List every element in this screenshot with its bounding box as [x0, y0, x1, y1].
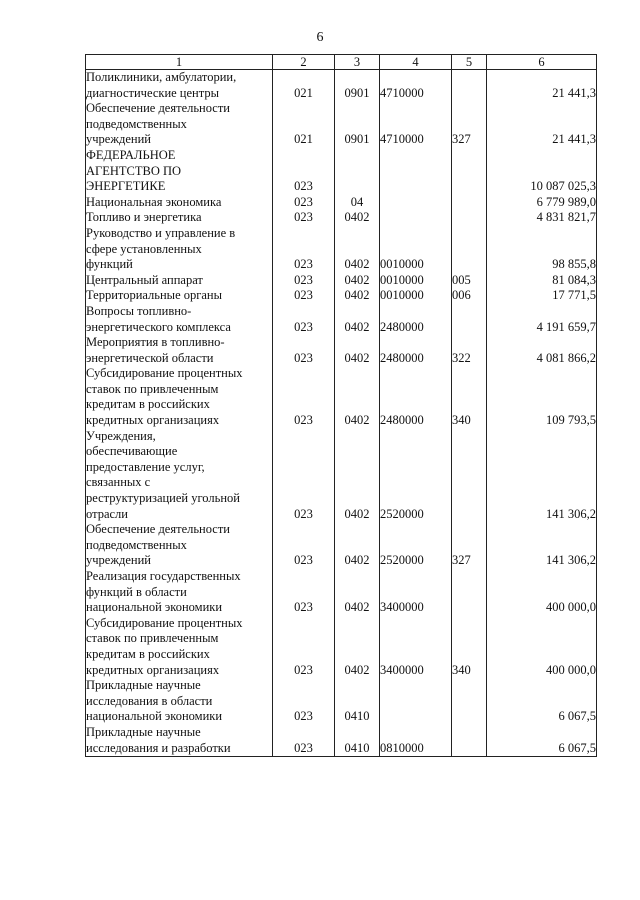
- amount-cell: 400 000,0: [487, 569, 597, 616]
- amount-cell: 400 000,0: [487, 616, 597, 678]
- row-name-cell: [86, 522, 273, 569]
- department-code-cell: 021: [273, 70, 335, 102]
- target-item-code-cell: 4710000: [380, 101, 452, 148]
- section-code-cell: 0402: [335, 226, 380, 273]
- amount-cell: 141 306,2: [487, 522, 597, 569]
- row-name-line: исследования и разработки: [86, 740, 231, 755]
- section-code-cell: [335, 148, 380, 195]
- row-name-line: подведомственных: [86, 537, 187, 552]
- row-name-line: ФЕДЕРАЛЬНОЕ: [86, 147, 176, 162]
- section-code-cell: 0410: [335, 678, 380, 725]
- amount-cell: 6 067,5: [487, 678, 597, 725]
- expense-type-code-cell: 340: [452, 366, 487, 428]
- expense-type-code-cell: [452, 195, 487, 211]
- department-code-cell: 023: [273, 288, 335, 304]
- row-name-line: национальной экономики: [86, 600, 223, 615]
- row-name-line: диагностические центры: [86, 85, 219, 100]
- target-item-code-cell: [380, 678, 452, 725]
- table-row: [86, 148, 597, 195]
- column-header: 6: [487, 55, 597, 70]
- row-name-line: Обеспечение деятельности: [86, 522, 231, 537]
- row-name-line: Мероприятия в топливно-: [86, 335, 225, 350]
- target-item-code-cell: 3400000: [380, 569, 452, 616]
- department-code-cell: 023: [273, 522, 335, 569]
- table-row: [86, 101, 597, 148]
- amount-cell: 98 855,8: [487, 226, 597, 273]
- row-name-cell: [86, 101, 273, 148]
- column-header: 5: [452, 55, 487, 70]
- row-name-cell: [86, 70, 273, 102]
- row-name-line: отрасли: [86, 506, 128, 521]
- table-body: [86, 70, 597, 757]
- row-name-line: Территориальные органы: [86, 288, 223, 303]
- table-row: [86, 70, 597, 102]
- amount-cell: 4 831 821,7: [487, 210, 597, 226]
- row-name-line: Национальная экономика: [86, 194, 222, 209]
- row-name-cell: [86, 148, 273, 195]
- section-code-cell: 0410: [335, 725, 380, 757]
- target-item-code-cell: 2520000: [380, 522, 452, 569]
- column-header: 2: [273, 55, 335, 70]
- target-item-code-cell: [380, 148, 452, 195]
- row-name-cell: [86, 725, 273, 757]
- section-code-cell: 0402: [335, 288, 380, 304]
- row-name-line: Вопросы топливно-: [86, 303, 192, 318]
- row-name-line: функций в области: [86, 584, 187, 599]
- section-code-cell: 0402: [335, 522, 380, 569]
- amount-cell: 17 771,5: [487, 288, 597, 304]
- row-name-line: Центральный аппарат: [86, 272, 203, 287]
- table-row: [86, 569, 597, 616]
- department-code-cell: 023: [273, 148, 335, 195]
- row-name-cell: [86, 210, 273, 226]
- table-row: [86, 273, 597, 289]
- row-name-line: кредитных организациях: [86, 662, 220, 677]
- section-code-cell: 0901: [335, 70, 380, 102]
- row-name-cell: [86, 366, 273, 428]
- target-item-code-cell: 0010000: [380, 273, 452, 289]
- row-name-cell: [86, 288, 273, 304]
- department-code-cell: 023: [273, 678, 335, 725]
- target-item-code-cell: 2480000: [380, 366, 452, 428]
- section-code-cell: 0402: [335, 304, 380, 335]
- target-item-code-cell: 3400000: [380, 616, 452, 678]
- department-code-cell: 023: [273, 304, 335, 335]
- amount-cell: 6 067,5: [487, 725, 597, 757]
- expense-type-code-cell: [452, 70, 487, 102]
- row-name-line: Учреждения,: [86, 428, 156, 443]
- row-name-line: Обеспечение деятельности: [86, 101, 231, 116]
- row-name-line: АГЕНТСТВО ПО: [86, 163, 182, 178]
- department-code-cell: 023: [273, 210, 335, 226]
- table-row: [86, 304, 597, 335]
- amount-cell: 6 779 989,0: [487, 195, 597, 211]
- row-name-line: Прикладные научные: [86, 678, 201, 693]
- row-name-cell: [86, 226, 273, 273]
- target-item-code-cell: 2480000: [380, 304, 452, 335]
- row-name-line: энергетической области: [86, 350, 214, 365]
- expense-type-code-cell: [452, 569, 487, 616]
- expense-type-code-cell: 327: [452, 101, 487, 148]
- row-name-line: Поликлиники, амбулатории,: [86, 70, 237, 84]
- department-code-cell: 023: [273, 273, 335, 289]
- amount-cell: 109 793,5: [487, 366, 597, 428]
- department-code-cell: 023: [273, 429, 335, 523]
- target-item-code-cell: 4710000: [380, 70, 452, 102]
- column-header: 3: [335, 55, 380, 70]
- section-code-cell: 0402: [335, 273, 380, 289]
- amount-cell: 10 087 025,3: [487, 148, 597, 195]
- row-name-line: учреждений: [86, 132, 151, 147]
- target-item-code-cell: 0010000: [380, 226, 452, 273]
- department-code-cell: 023: [273, 226, 335, 273]
- row-name-line: кредитам в российских: [86, 397, 210, 412]
- row-name-line: ставок по привлеченным: [86, 631, 219, 646]
- row-name-line: Руководство и управление в: [86, 225, 236, 240]
- target-item-code-cell: [380, 210, 452, 226]
- table-row: [86, 288, 597, 304]
- row-name-cell: [86, 429, 273, 523]
- section-code-cell: 0402: [335, 616, 380, 678]
- table-row: [86, 678, 597, 725]
- row-name-line: национальной экономики: [86, 709, 223, 724]
- table-row: [86, 522, 597, 569]
- section-code-cell: 0901: [335, 101, 380, 148]
- section-code-cell: 0402: [335, 366, 380, 428]
- amount-cell: 141 306,2: [487, 429, 597, 523]
- row-name-line: реструктуризацией угольной: [86, 491, 240, 506]
- table-row: [86, 725, 597, 757]
- target-item-code-cell: [380, 195, 452, 211]
- expense-type-code-cell: [452, 226, 487, 273]
- row-name-line: связанных с: [86, 475, 151, 490]
- row-name-line: энергетического комплекса: [86, 319, 231, 334]
- row-name-cell: [86, 569, 273, 616]
- row-name-line: ЭНЕРГЕТИКЕ: [86, 179, 166, 194]
- table-row: [86, 226, 597, 273]
- column-header: 1: [86, 55, 273, 70]
- department-code-cell: 023: [273, 366, 335, 428]
- budget-table: [85, 54, 597, 757]
- expense-type-code-cell: [452, 304, 487, 335]
- row-name-line: Субсидирование процентных: [86, 366, 243, 381]
- row-name-cell: [86, 304, 273, 335]
- row-name-line: функций: [86, 257, 133, 272]
- department-code-cell: 023: [273, 569, 335, 616]
- column-header: 4: [380, 55, 452, 70]
- table-row: [86, 195, 597, 211]
- row-name-cell: [86, 273, 273, 289]
- department-code-cell: 023: [273, 335, 335, 366]
- row-name-line: учреждений: [86, 553, 151, 568]
- expense-type-code-cell: 005: [452, 273, 487, 289]
- row-name-line: Субсидирование процентных: [86, 615, 243, 630]
- row-name-cell: [86, 678, 273, 725]
- row-name-cell: [86, 335, 273, 366]
- department-code-cell: 021: [273, 101, 335, 148]
- expense-type-code-cell: [452, 725, 487, 757]
- amount-cell: 4 191 659,7: [487, 304, 597, 335]
- department-code-cell: 023: [273, 616, 335, 678]
- section-code-cell: 0402: [335, 429, 380, 523]
- row-name-line: Реализация государственных: [86, 569, 241, 583]
- section-code-cell: 0402: [335, 569, 380, 616]
- table-row: [86, 366, 597, 428]
- amount-cell: 4 081 866,2: [487, 335, 597, 366]
- section-code-cell: 0402: [335, 210, 380, 226]
- department-code-cell: 023: [273, 725, 335, 757]
- amount-cell: 81 084,3: [487, 273, 597, 289]
- expense-type-code-cell: 340: [452, 616, 487, 678]
- target-item-code-cell: 2520000: [380, 429, 452, 523]
- table-row: [86, 616, 597, 678]
- row-name-line: ставок по привлеченным: [86, 381, 219, 396]
- expense-type-code-cell: 322: [452, 335, 487, 366]
- row-name-line: исследования в области: [86, 693, 213, 708]
- page-number: 6: [316, 30, 324, 45]
- row-name-line: подведомственных: [86, 116, 187, 131]
- row-name-line: предоставление услуг,: [86, 459, 205, 474]
- row-name-line: кредитных организациях: [86, 413, 220, 428]
- row-name-cell: [86, 195, 273, 211]
- section-code-cell: 04: [335, 195, 380, 211]
- row-name-cell: [86, 616, 273, 678]
- amount-cell: 21 441,3: [487, 101, 597, 148]
- target-item-code-cell: 0810000: [380, 725, 452, 757]
- target-item-code-cell: 0010000: [380, 288, 452, 304]
- expense-type-code-cell: [452, 429, 487, 523]
- expense-type-code-cell: [452, 210, 487, 226]
- table-row: [86, 429, 597, 523]
- expense-type-code-cell: 327: [452, 522, 487, 569]
- row-name-line: обеспечивающие: [86, 444, 178, 459]
- row-name-line: Топливо и энергетика: [86, 210, 202, 225]
- section-code-cell: 0402: [335, 335, 380, 366]
- expense-type-code-cell: [452, 678, 487, 725]
- department-code-cell: 023: [273, 195, 335, 211]
- row-name-line: сфере установленных: [86, 241, 202, 256]
- expense-type-code-cell: 006: [452, 288, 487, 304]
- table-header-row: [86, 55, 597, 70]
- amount-cell: 21 441,3: [487, 70, 597, 102]
- table-row: [86, 210, 597, 226]
- row-name-line: кредитам в российских: [86, 646, 210, 661]
- row-name-line: Прикладные научные: [86, 724, 201, 739]
- table-row: [86, 335, 597, 366]
- expense-type-code-cell: [452, 148, 487, 195]
- target-item-code-cell: 2480000: [380, 335, 452, 366]
